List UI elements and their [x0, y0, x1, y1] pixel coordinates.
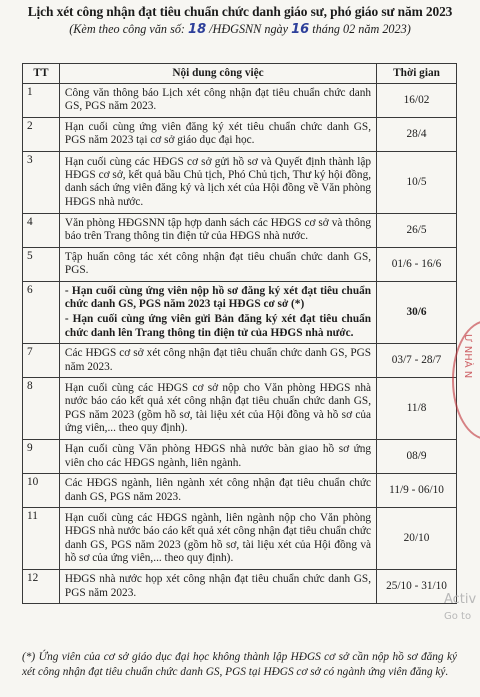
row-content [59, 117, 376, 151]
table-body [23, 84, 457, 604]
document-subtitle [0, 22, 480, 37]
subtitle-middle: /HĐGSNN ngày [206, 22, 292, 36]
row-content-paragraph: HĐGS nhà nước họp xét công nhận đạt tiêu chuẩn chức danh GS, PGS năm 2023. [64, 573, 372, 599]
row-content-paragraph: Văn phòng HĐGSNN tập hợp danh sách các HĐGS cơ sở và thông báo trên Trang thông tin điện tử của HĐGS nhà nước. [64, 216, 372, 243]
activation-watermark [444, 591, 476, 625]
header-tt: TT [23, 64, 60, 84]
row-content-paragraph: Tập huấn công tác xét công nhận đạt tiêu chuẩn chức danh GS, PGS. [64, 250, 372, 277]
row-content-paragraph: Công văn thông báo Lịch xét công nhận đạt tiêu chuẩn chức danh GS, PGS năm 2023. [64, 87, 372, 113]
row-time: 03/7 - 28/7 [377, 344, 457, 378]
row-content-paragraph: Hạn cuối cùng các HĐGS cơ sở nộp cho Văn phòng HĐGS nhà nước báo cáo kết quả xét công nhận đạt tiêu chuẩn chức danh GS, PGS năm 2023 (gồm hồ sơ, tài liệu xét của Hội đồng và hồ sơ của ứng viên,... theo quy định). [64, 381, 372, 435]
schedule-table [22, 63, 457, 604]
table-row [23, 84, 457, 118]
row-number: 1 [23, 84, 60, 118]
table-row [23, 213, 457, 247]
table-row [23, 247, 457, 281]
row-content [59, 84, 376, 118]
row-time: 26/5 [377, 213, 457, 247]
row-time: 28/4 [377, 117, 457, 151]
handwritten-day: 16 [291, 22, 310, 37]
row-time: 30/6 [377, 281, 457, 344]
row-number: 2 [23, 117, 60, 151]
row-number: 11 [23, 508, 60, 570]
watermark-line-2: Go to [444, 611, 472, 622]
row-content-paragraph: - Hạn cuối cùng ứng viên gửi Bản đăng ký xét đạt tiêu chuẩn chức danh lên Trang thông tin điện tử của HĐGS nhà nước. [64, 313, 372, 339]
row-time: 10/5 [377, 151, 457, 213]
subtitle-prefix: (Kèm theo công văn số: [69, 22, 189, 36]
row-time: 25/10 - 31/10 [377, 570, 457, 604]
header-time: Thời gian [377, 64, 457, 84]
row-number: 9 [23, 440, 60, 474]
row-content [59, 570, 376, 604]
table-row [23, 570, 457, 604]
row-content [59, 440, 376, 474]
subtitle-suffix: tháng 02 năm 2023) [309, 22, 411, 36]
row-content [59, 344, 376, 378]
row-content [59, 281, 376, 344]
row-content-paragraph: Hạn cuối cùng các HĐGS cơ sở gửi hồ sơ và Quyết định thành lập HĐGS cơ sở, kết quả bầu Chủ tịch, Phó Chủ tịch, Thư ký hội đồng, danh sách ứng viên đăng ký và lịch xét của Hội đồng về Văn phòng HĐGS nhà nước. [64, 155, 372, 208]
seal-stamp-lettering: Ư NHÀ N [462, 334, 473, 379]
table-row [23, 508, 457, 570]
row-number: 5 [23, 247, 60, 281]
row-number: 6 [23, 281, 60, 344]
row-content [59, 247, 376, 281]
row-number: 12 [23, 570, 60, 604]
header-content: Nội dung công việc [59, 64, 376, 84]
row-number: 8 [23, 378, 60, 440]
row-content-paragraph: - Hạn cuối cùng ứng viên nộp hồ sơ đăng ký xét đạt tiêu chuẩn chức danh GS, PGS năm 2023 tại HĐGS cơ sở (*) [64, 284, 372, 311]
row-content-paragraph: Hạn cuối cùng các HĐGS ngành, liên ngành nộp cho Văn phòng HĐGS nhà nước báo cáo kết quả xét công nhận đạt tiêu chuẩn chức danh GS, PGS năm 2023 (gồm hồ sơ, tài liệu xét của Hội đồng và hồ sơ của ứng viên,... theo quy định). [64, 511, 372, 565]
row-time: 11/8 [377, 378, 457, 440]
row-time: 20/10 [377, 508, 457, 570]
handwritten-document-number: 18 [188, 22, 207, 37]
row-content-paragraph: Hạn cuối cùng ứng viên đăng ký xét tiêu chuẩn chức danh GS, PGS năm 2023 tại cơ sở giáo dục đại học. [64, 120, 372, 147]
row-content-paragraph: Các HĐGS ngành, liên ngành xét công nhận đạt tiêu chuẩn chức danh GS, PGS năm 2023. [64, 477, 372, 503]
row-number: 3 [23, 151, 60, 213]
table-row [23, 474, 457, 508]
table-row [23, 281, 457, 344]
watermark-line-1: Activ [444, 592, 477, 607]
document-title: Lịch xét công nhận đạt tiêu chuẩn chức danh giáo sư, phó giáo sư năm 2023 [27, 4, 453, 19]
row-time: 16/02 [377, 84, 457, 118]
row-content [59, 151, 376, 213]
row-number: 7 [23, 344, 60, 378]
row-time: 01/6 - 16/6 [377, 247, 457, 281]
row-content [59, 508, 376, 570]
table-row [23, 151, 457, 213]
row-content [59, 378, 376, 440]
row-content-paragraph: Các HĐGS cơ sở xét công nhận đạt tiêu chuẩn chức danh GS, PGS năm 2023. [64, 347, 372, 373]
table-header-row [23, 64, 457, 84]
table-row [23, 344, 457, 378]
row-time: 11/9 - 06/10 [377, 474, 457, 508]
row-number: 10 [23, 474, 60, 508]
table-row [23, 117, 457, 151]
row-content [59, 213, 376, 247]
footnote: (*) Ứng viên của cơ sở giáo dục đại học không thành lập HĐGS cơ sở cần nộp hồ sơ đăng ký xét công nhận đạt tiêu chuẩn chức danh GS, PGS tại HĐGS cơ sở có ngành ứng viên đăng ký. [22, 651, 457, 678]
table-row [23, 440, 457, 474]
row-number: 4 [23, 213, 60, 247]
row-content [59, 474, 376, 508]
row-time: 08/9 [377, 440, 457, 474]
table-row [23, 378, 457, 440]
row-content-paragraph: Hạn cuối cùng Văn phòng HĐGS nhà nước bàn giao hồ sơ ứng viên cho các HĐGS ngành, liên ngành. [64, 443, 372, 469]
